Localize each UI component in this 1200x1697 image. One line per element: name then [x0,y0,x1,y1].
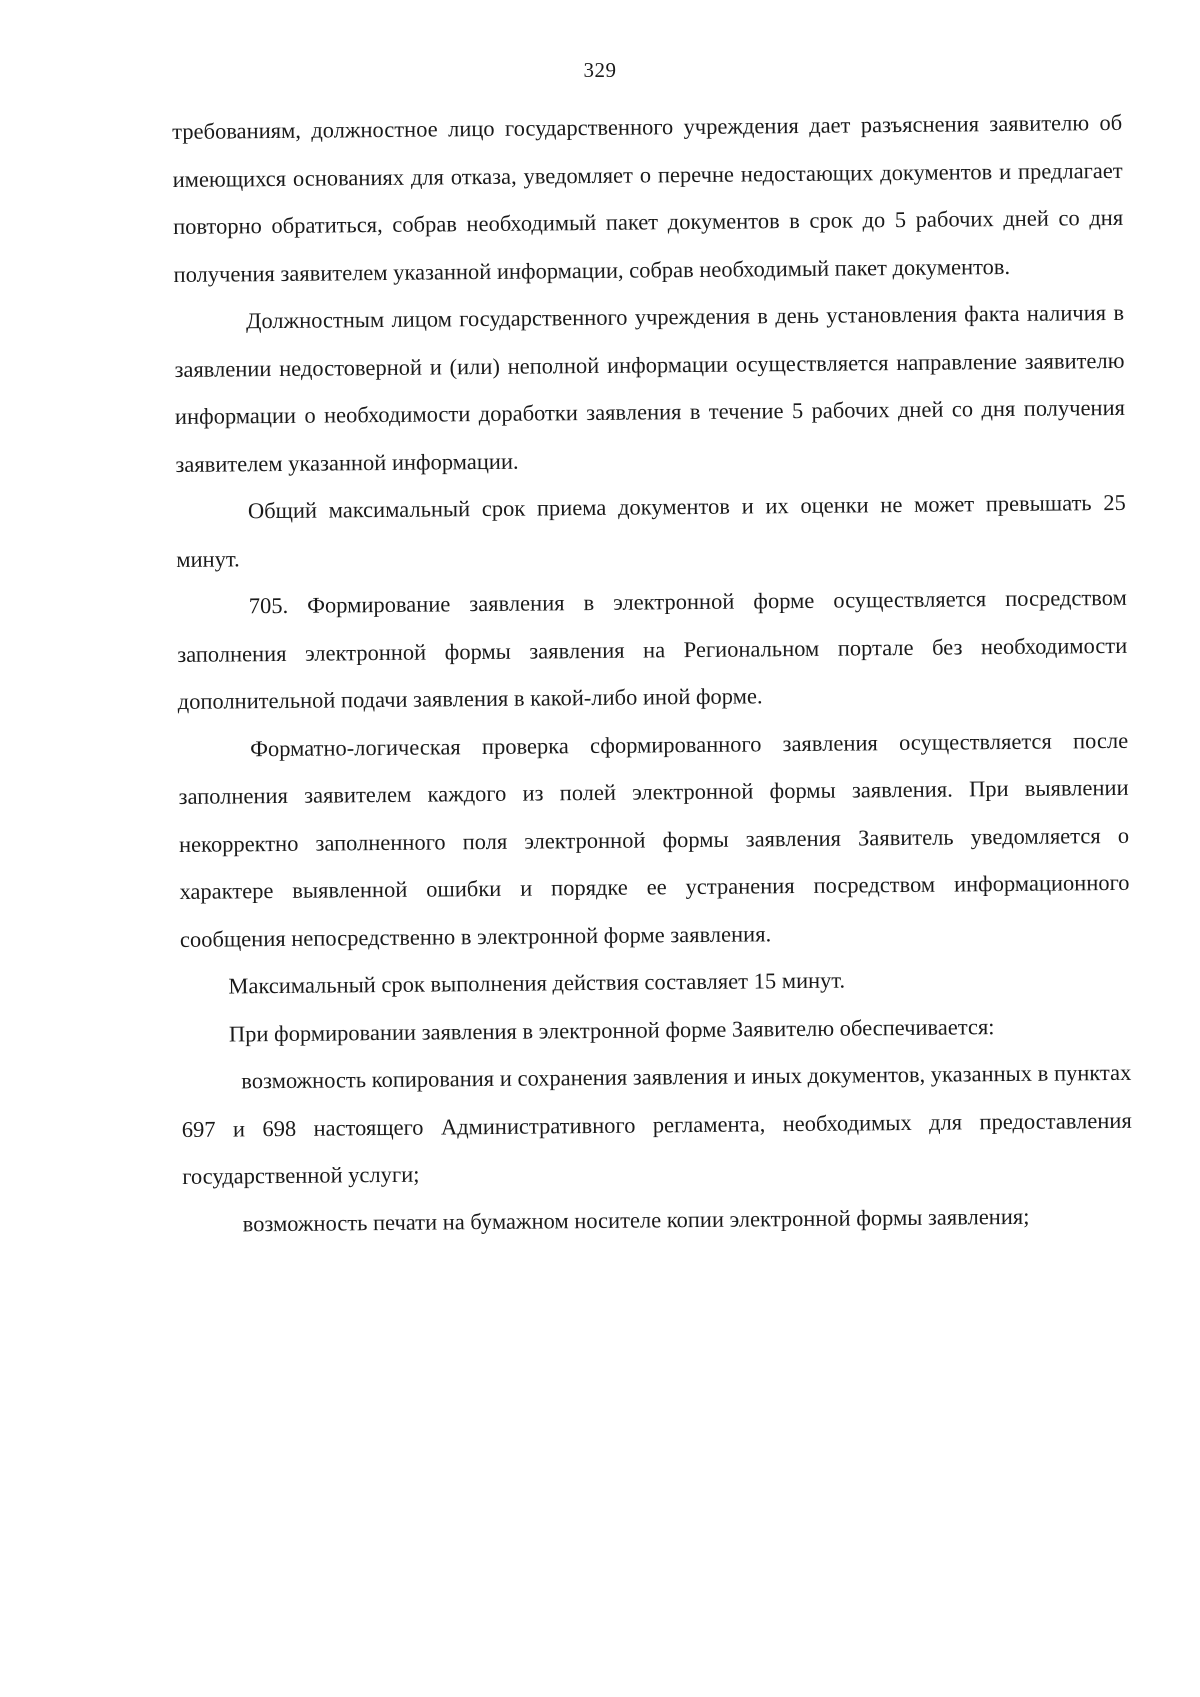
paragraph: Максимальный срок выполнения действия составляет 15 минут. [228,967,846,999]
document-body [172,99,1133,1248]
page-number: 329 [583,58,617,82]
paragraph: Должностным лицом государственного учреждения в день установления факта наличия в заявлении недостоверной и (или) неполной информации осуществляется направление заявителю информации о необходимости доработки заявления в течение 5 рабочих дней со дня получения заявителем указанной информации. [174,299,1126,477]
paragraph: требованиям, должностное лицо государственного учреждения дает разъяснения заявителю об имеющихся основаниях для отказа, уведомляет о перечне недостающих документов и предлагает повторно обратиться, собрав необходимый пакет документов в срок до 5 рабочих дней со дня получения заявителем указанной информации, собрав необходимый пакет документов. [172,109,1124,287]
paragraph: 705. Формирование заявления в электронной форме осуществляется посредством заполнения электронной формы заявления на Региональном портале без необходимости дополнительной подачи заявления в какой-либо иной форме. [177,584,1128,714]
paragraph: Форматно-логическая проверка сформированного заявления осуществляется после заполнения заявителем каждого из полей электронной формы заявления. При выявлении некорректно заполненного поля электронной формы заявления Заявитель уведомляется о характере выявленной ошибки и порядке ее устранения посредством информационного сообщения непосредственно в электронной форме заявления. [178,727,1130,952]
paragraph: При формировании заявления в электронной форме Заявителю обеспечивается: [228,1013,995,1046]
paragraph: возможность печати на бумажном носителе копии электронной формы заявления; [242,1203,1030,1236]
paragraph: Общий максимальный срок приема документов и их оценки не может превышать 25 минут. [176,489,1126,572]
paragraph: возможность копирования и сохранения заявления и иных документов, указанных в пунктах 697 и 698 настоящего Административного регламента, необходимых для предоставления государственной услуги; [181,1059,1132,1189]
